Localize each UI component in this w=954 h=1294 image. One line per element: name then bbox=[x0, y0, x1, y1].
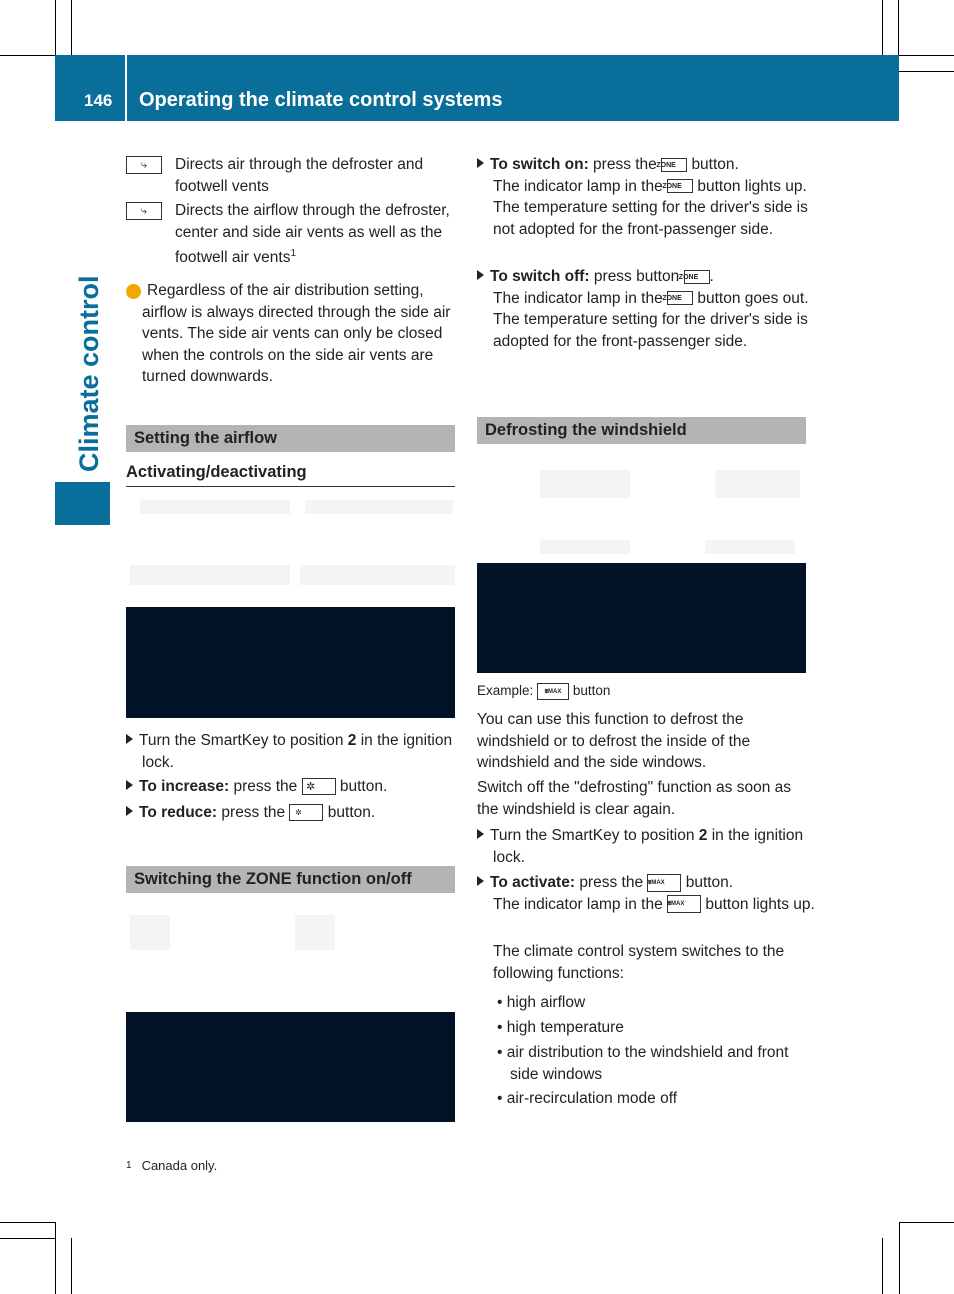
step-text: . bbox=[709, 268, 714, 285]
crop-mark bbox=[882, 0, 883, 55]
defrost-control-photo bbox=[477, 563, 806, 673]
section-defrost: Defrosting the windshield bbox=[477, 417, 806, 444]
step-reduce bbox=[126, 802, 472, 824]
bullet-item: • high airflow bbox=[497, 994, 586, 1011]
step-text: button lights up. bbox=[705, 895, 815, 913]
section-setting-airflow: Setting the airflow bbox=[126, 425, 455, 452]
activate-detail: The climate control system switches to the following functions: bbox=[493, 943, 785, 982]
faint-graphic bbox=[300, 565, 455, 585]
step-text: The indicator lamp in the bbox=[493, 177, 663, 195]
footnote-ref: 1 bbox=[290, 248, 297, 259]
photo-caption bbox=[477, 680, 610, 702]
step-text: The indicator lamp in the bbox=[493, 895, 663, 913]
page-number: 146 bbox=[84, 91, 113, 110]
step-text: button. bbox=[685, 874, 734, 891]
max-label: MAX bbox=[547, 688, 562, 695]
faint-graphic bbox=[705, 540, 795, 554]
bullet-text: air distribution to the windshield and front side windows bbox=[506, 1044, 789, 1083]
bullet-text: high airflow bbox=[506, 994, 586, 1011]
step-text: Turn the SmartKey to position bbox=[490, 827, 695, 844]
step-text: button. bbox=[339, 778, 388, 795]
crop-mark bbox=[71, 1238, 72, 1294]
zone-button-icon: ZONE bbox=[661, 158, 687, 172]
step-switch-on bbox=[477, 154, 825, 240]
defroster-center-footwell-icon: ⤷ bbox=[126, 202, 162, 220]
step-text: in the ignition lock. bbox=[493, 827, 804, 866]
faint-graphic bbox=[130, 915, 170, 950]
caption-text: button bbox=[572, 683, 611, 698]
step-increase bbox=[126, 776, 472, 798]
step-text: press the bbox=[233, 778, 298, 795]
step-text: button. bbox=[327, 804, 376, 821]
crop-mark bbox=[0, 55, 55, 56]
vent-icon-2 bbox=[126, 200, 162, 222]
vent-desc-1: Directs air through the defroster and footwell vents bbox=[175, 156, 424, 195]
faint-graphic bbox=[715, 470, 800, 498]
page-title: Operating the climate control systems bbox=[139, 89, 503, 111]
step-text: button. bbox=[691, 156, 739, 173]
step-text: in the ignition lock. bbox=[142, 732, 453, 771]
crop-mark bbox=[71, 0, 72, 55]
faint-graphic bbox=[540, 470, 630, 498]
defroster-footwell-icon: ⤷ bbox=[126, 156, 162, 174]
bullet-item: • high temperature bbox=[497, 1019, 624, 1036]
faint-graphic bbox=[540, 540, 630, 554]
defrost-para-1: You can use this function to defrost the windshield or to defrost the inside of the windshield and the side windows. bbox=[477, 711, 751, 771]
footnote-number: 1 bbox=[126, 1160, 132, 1171]
info-note bbox=[123, 280, 472, 388]
zone-button-icon: ZONE bbox=[667, 291, 693, 305]
side-tab-label: Climate control bbox=[74, 275, 104, 472]
fan-increase-icon: ✲ bbox=[302, 778, 336, 795]
step-arrow-icon bbox=[126, 734, 133, 744]
step-arrow-icon bbox=[477, 158, 484, 168]
step-activate bbox=[477, 872, 825, 915]
zone-button-icon: ZONE bbox=[667, 179, 693, 193]
header-divider bbox=[125, 55, 127, 121]
bullet-item: • air-recirculation mode off bbox=[497, 1090, 678, 1107]
step-turn-key-1 bbox=[126, 730, 472, 773]
crop-mark bbox=[899, 71, 954, 72]
step-switch-off bbox=[477, 266, 825, 352]
step-text: press the bbox=[221, 804, 286, 821]
zone-button-icon: ZONE bbox=[684, 270, 710, 284]
crop-mark bbox=[899, 1222, 954, 1223]
footnote bbox=[126, 1158, 217, 1173]
airflow-control-photo bbox=[126, 607, 455, 718]
step-bold: To switch on: bbox=[490, 156, 589, 173]
step-bold: To increase: bbox=[139, 778, 230, 795]
subheading-activating: Activating/deactivating bbox=[126, 463, 307, 481]
vent-desc-2 bbox=[175, 200, 457, 269]
crop-mark bbox=[898, 0, 899, 55]
crop-mark bbox=[55, 0, 56, 55]
step-arrow-icon bbox=[126, 780, 133, 790]
max-defrost-icon: ⩩MAX bbox=[537, 683, 569, 700]
max-defrost-icon: ⩩MAX bbox=[667, 895, 701, 913]
defrost-para-2: Switch off the "defrosting" function as soon as the windshield is clear again. bbox=[477, 779, 792, 818]
faint-graphic bbox=[305, 500, 453, 514]
step-arrow-icon bbox=[126, 806, 133, 816]
step-arrow-icon bbox=[477, 876, 484, 886]
step-arrow-icon bbox=[477, 829, 484, 839]
caption-text: Example: bbox=[477, 683, 534, 698]
footnote-text: Canada only. bbox=[141, 1158, 218, 1173]
step-bold: 2 bbox=[347, 732, 357, 749]
faint-graphic bbox=[295, 915, 335, 950]
subheading-rule bbox=[126, 486, 455, 487]
step-text: button goes out. The temperature setting for the driver's side is adopted for the front-passenger side. bbox=[493, 289, 809, 350]
crop-mark bbox=[55, 1222, 56, 1294]
info-text: Regardless of the air distribution setting, airflow is always directed through the side air vents. The side air vents can only be closed when the controls on the side air vents are turned downwards. bbox=[142, 282, 451, 385]
faint-graphic bbox=[130, 565, 290, 585]
step-bold: To reduce: bbox=[139, 804, 218, 821]
step-text: The indicator lamp in the bbox=[493, 289, 663, 307]
crop-mark bbox=[899, 55, 954, 56]
max-label: MAX bbox=[670, 901, 685, 908]
fan-reduce-icon: ✲ bbox=[289, 804, 323, 821]
info-icon: i bbox=[126, 284, 141, 299]
section-zone: Switching the ZONE function on/off bbox=[126, 866, 455, 893]
zone-control-photo bbox=[126, 1012, 455, 1122]
faint-graphic bbox=[140, 500, 290, 514]
max-label: MAX bbox=[651, 879, 665, 886]
step-bold: To activate: bbox=[490, 874, 575, 891]
crop-mark bbox=[882, 1238, 883, 1294]
max-defrost-icon: ⩩MAX bbox=[647, 874, 681, 892]
step-text: button lights up. The temperature setting for the driver's side is not adopted for the front-passenger side. bbox=[493, 177, 808, 238]
step-bold: 2 bbox=[698, 827, 708, 844]
vent-icon-1 bbox=[126, 154, 162, 176]
step-text: press button bbox=[593, 268, 680, 285]
step-bold: To switch off: bbox=[490, 268, 590, 285]
crop-mark bbox=[899, 1222, 900, 1294]
bullet-text: air-recirculation mode off bbox=[506, 1090, 678, 1107]
step-arrow-icon bbox=[477, 270, 484, 280]
vent-desc-2-text: Directs the airflow through the defroster, center and side air vents as well as the footwell air vents bbox=[175, 202, 450, 267]
crop-mark bbox=[0, 1222, 55, 1223]
step-text: press the bbox=[593, 156, 657, 173]
step-text: Turn the SmartKey to position bbox=[139, 732, 344, 749]
bullet-item: • air distribution to the windshield and front side windows bbox=[497, 1044, 789, 1083]
step-text: press the bbox=[579, 874, 644, 891]
bullet-text: high temperature bbox=[506, 1019, 624, 1036]
crop-mark bbox=[0, 1238, 55, 1239]
step-turn-key-2 bbox=[477, 825, 825, 868]
side-tab-block bbox=[55, 482, 110, 525]
